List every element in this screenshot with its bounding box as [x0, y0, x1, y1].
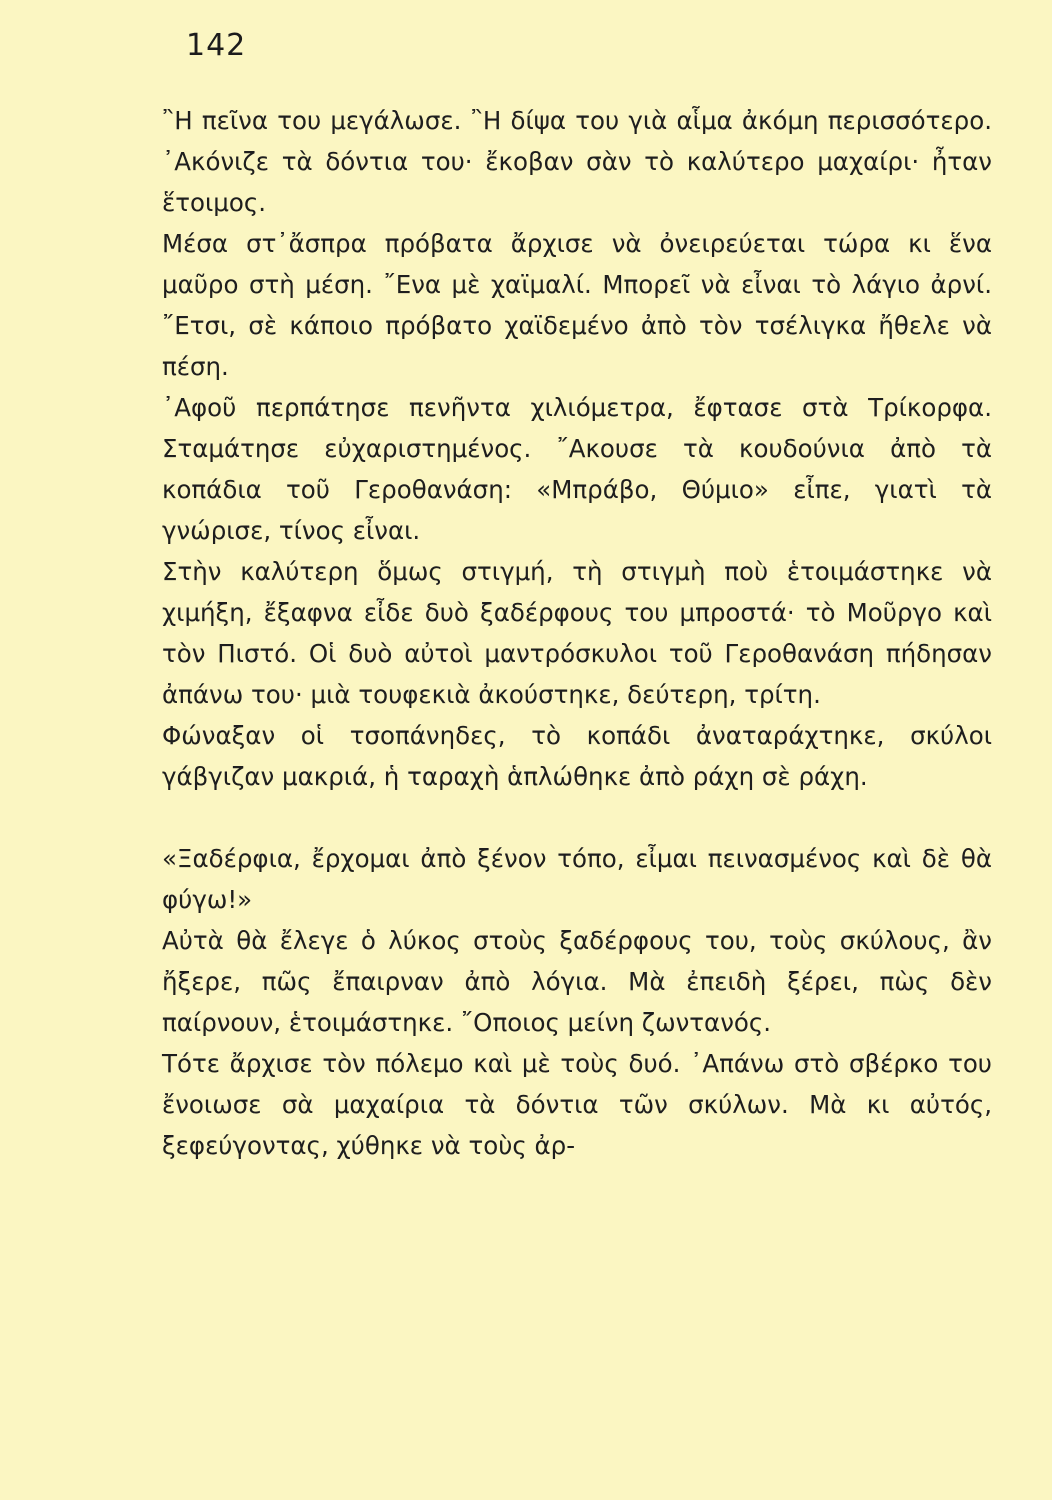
paragraph-4: Στὴν καλύτερη ὅμως στιγμή, τὴ στιγμὴ ποὺ ἑτοιμάστηκε νὰ χιμήξη, ἔξαφνα εἶδε δυὸ ξαδέρφους του μπροστά· τὸ Μοῦργο καὶ τὸν Πιστό. Οἱ δυὸ αὐτοὶ μαντρόσκυλοι τοῦ Γεροθανάση πήδησαν ἀπάνω του· μιὰ τουφεκιὰ ἀκούστηκε, δεύτερη, τρίτη. [162, 557, 992, 709]
paragraph-2: Μέσα στ᾿ἄσπρα πρόβατα ἄρχισε νὰ ὀνειρεύεται τώρα κι ἕνα μαῦρο στὴ μέση. ῎Ενα μὲ χαϊμαλί. Μπορεῖ νὰ εἶναι τὸ λάγιο ἀρνί. ῎Ετσι, σὲ κάποιο πρόβατο χαϊδεμένο ἀπὸ τὸν τσέλιγκα ἤθελε νὰ πέση. [162, 229, 992, 381]
paragraph-1: ῍Η πεῖνα του μεγάλωσε. ῍Η δίψα του γιὰ αἷμα ἀκόμη περισσότερο. ᾿Ακόνιζε τὰ δόντια του· ἔκοβαν σὰν τὸ καλύτερο μαχαίρι· ἦταν ἕτοιμος. [162, 106, 992, 217]
paragraph-3: ᾿Αφοῦ περπάτησε πενῆντα χιλιόμετρα, ἔφτασε στὰ Τρίκορφα. Σταμάτησε εὐχαριστημένος. ῎Ακουσε τὰ κουδούνια ἀπὸ τὰ κοπάδια τοῦ Γεροθανάση: «Μπράβο, Θύμιο» εἶπε, γιατὶ τὰ γνώρισε, τίνος εἶναι. [162, 393, 992, 545]
paragraph-6: «Ξαδέρφια, ἔρχομαι ἀπὸ ξένον τόπο, εἶμαι πεινασμένος καὶ δὲ θὰ φύγω!» [162, 844, 992, 914]
body-text [162, 100, 992, 1166]
page-number: 142 [186, 28, 247, 63]
paragraph-8: Τότε ἄρχισε τὸν πόλεμο καὶ μὲ τοὺς δυό. ᾿Απάνω στὸ σβέρκο του ἔνοιωσε σὰ μαχαίρια τὰ δόντια τῶν σκύλων. Μὰ κι αὐτός, ξεφεύγοντας, χύθηκε νὰ τοὺς ἀρ- [162, 1049, 992, 1160]
paragraph-5: Φώναξαν οἱ τσοπάνηδες, τὸ κοπάδι ἀναταράχτηκε, σκύλοι γάβγιζαν μακριά, ἡ ταραχὴ ἁπλώθηκε ἀπὸ ράχη σὲ ράχη. [162, 721, 992, 791]
paragraph-7: Αὐτὰ θὰ ἔλεγε ὁ λύκος στοὺς ξαδέρφους του, τοὺς σκύλους, ἂν ἤξερε, πῶς ἔπαιρναν ἀπὸ λόγια. Μὰ ἐπειδὴ ξέρει, πὼς δὲν παίρνουν, ἑτοιμάστηκε. ῎Οποιος μείνη ζωντανός. [162, 926, 992, 1037]
